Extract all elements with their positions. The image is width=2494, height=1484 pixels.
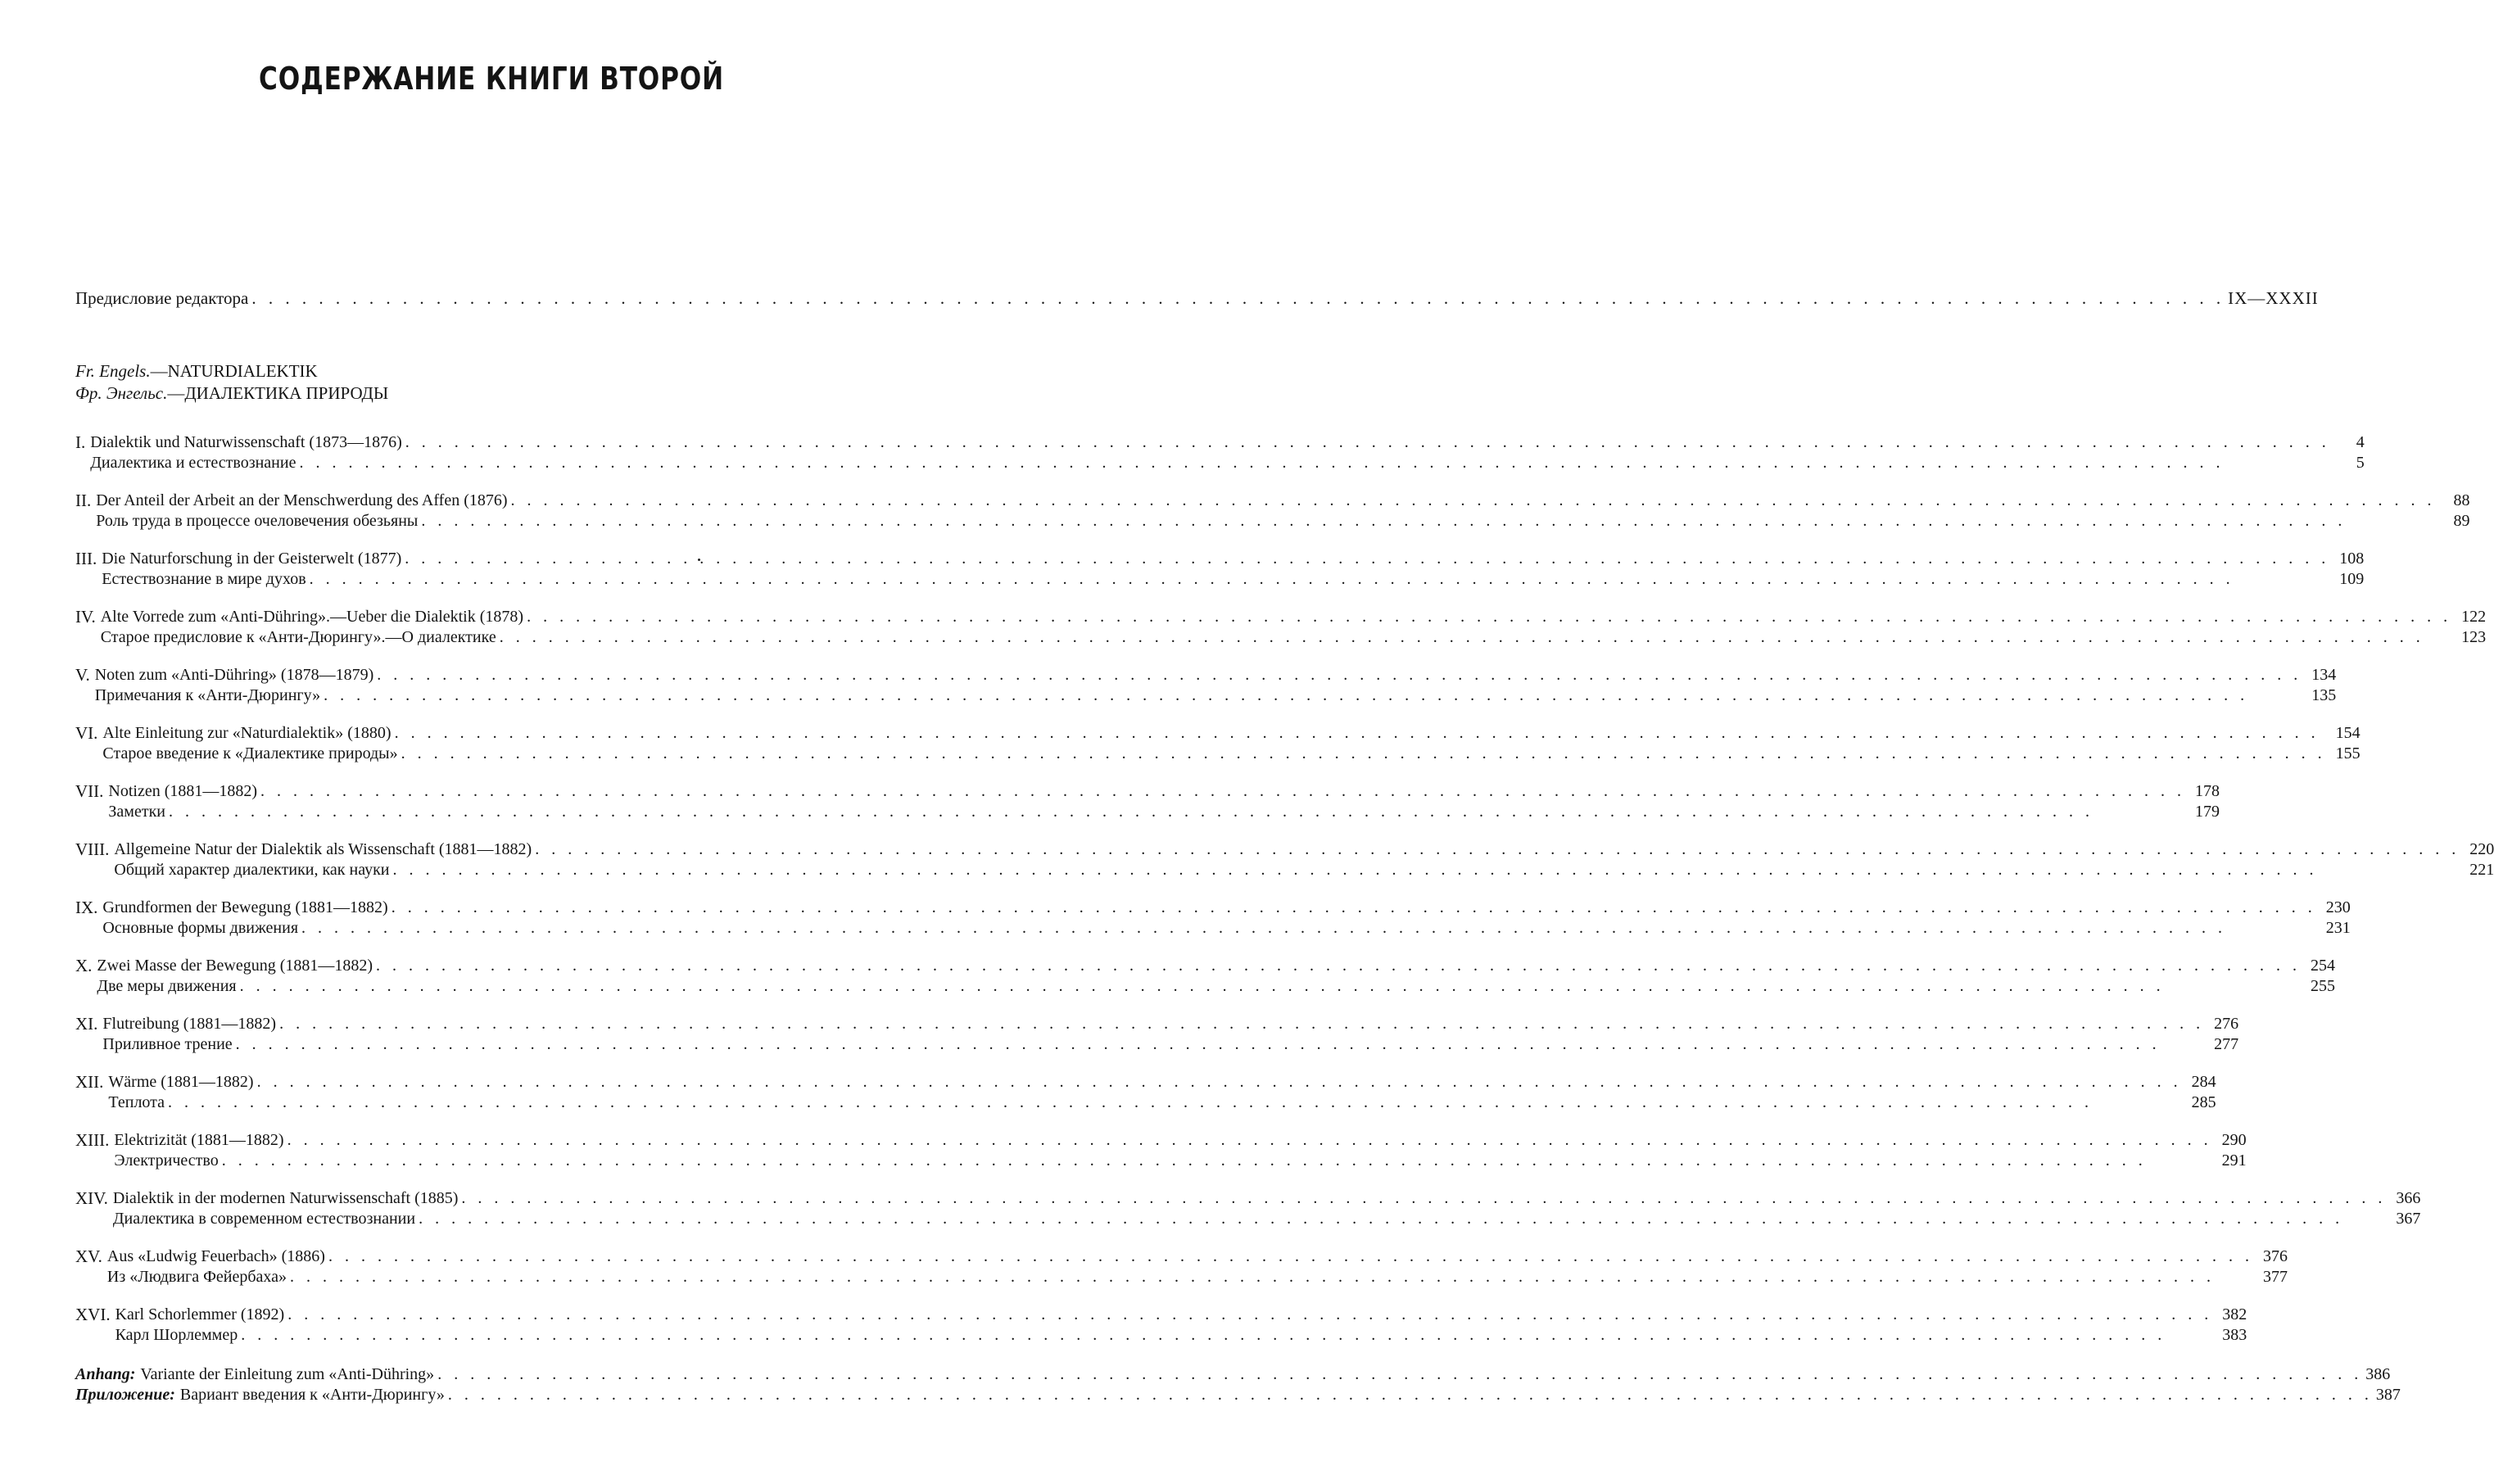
russian-title: Заметки	[108, 803, 165, 821]
leader-dots	[437, 1364, 2362, 1385]
russian-title: Старое предисловие к «Анти-Дюрингу».—О диалектике	[100, 628, 496, 646]
entry-lines	[96, 491, 2469, 549]
leader-dots	[257, 1072, 2182, 1093]
leader-dots	[527, 607, 2451, 627]
print-speck	[698, 559, 700, 561]
page-title: СОДЕРЖАНИЕ КНИГИ ВТОРОЙ	[259, 61, 724, 97]
leader-dots	[301, 918, 2316, 939]
toc-entry	[75, 1130, 2247, 1188]
russian-title: Естествознание в мире духов	[102, 570, 306, 588]
entry-lines	[101, 607, 2486, 665]
german-page: 122	[2461, 608, 2487, 626]
russian-line	[97, 976, 2335, 997]
russian-line	[108, 1093, 2216, 1113]
appendix-page-german: 386	[2365, 1365, 2391, 1383]
german-title: Aus «Ludwig Feuerbach» (1886)	[106, 1247, 325, 1265]
entry-lines	[102, 898, 2350, 956]
russian-page: 135	[2311, 686, 2337, 704]
toc-entry	[75, 781, 2220, 839]
russian-title: Теплота	[108, 1093, 165, 1111]
german-page: 134	[2311, 666, 2337, 684]
german-title: Zwei Masse der Bewegung (1881—1882)	[97, 957, 373, 975]
russian-line	[107, 1267, 2288, 1287]
russian-page: 291	[2221, 1151, 2247, 1170]
german-page: 178	[2195, 782, 2220, 800]
leader-dots	[324, 685, 2302, 706]
toc-entry	[75, 1305, 2247, 1363]
german-line	[102, 1014, 2238, 1034]
german-page: 254	[2311, 957, 2336, 975]
leader-dots	[421, 511, 2435, 532]
leader-dots	[401, 744, 2326, 764]
russian-title: Из «Людвига Фейербаха»	[106, 1268, 287, 1286]
chapter-number: XIV.	[75, 1188, 108, 1208]
german-line	[107, 1246, 2288, 1267]
german-title: Wärme (1881—1882)	[108, 1073, 254, 1091]
entry-lines	[102, 1014, 2238, 1072]
entry-lines	[90, 432, 2364, 491]
german-line	[115, 1305, 2247, 1325]
russian-line	[114, 860, 2494, 880]
preface-page: IX—XXXII	[2228, 288, 2319, 308]
german-page: 154	[2335, 724, 2360, 742]
russian-page: 109	[2339, 570, 2365, 588]
leader-dots	[419, 1209, 2386, 1229]
toc-entry	[75, 1014, 2239, 1072]
german-title: Der Anteil der Arbeit an der Menschwerdung des Affen (1876)	[96, 491, 508, 509]
entry-lines	[95, 665, 2337, 723]
german-title: Die Naturforschung in der Geisterwelt (1877)	[102, 550, 402, 568]
contents-list	[75, 432, 2494, 1363]
toc-entry	[75, 549, 2365, 607]
chapter-number: III.	[75, 549, 97, 568]
german-title: Allgemeine Natur der Dialektik als Wissenschaft (1881—1882)	[114, 840, 532, 858]
leader-dots	[511, 491, 2436, 511]
entry-lines	[97, 956, 2335, 1014]
german-page: 4	[2356, 433, 2365, 451]
russian-title: Примечания к «Анти-Дюрингу»	[94, 686, 321, 704]
leader-dots	[405, 549, 2329, 569]
german-title: Alte Vorrede zum «Anti-Dühring».—Ueber die Dialektik (1878)	[100, 608, 524, 626]
russian-title: Две меры движения	[97, 977, 237, 995]
chapter-number: I.	[75, 432, 86, 452]
leader-dots	[461, 1188, 2386, 1209]
chapter-number: XV.	[75, 1246, 102, 1266]
german-page: 230	[2325, 898, 2351, 916]
russian-line	[114, 1151, 2246, 1171]
russian-page: 285	[2191, 1093, 2216, 1111]
german-line	[96, 491, 2469, 511]
entry-lines	[107, 1246, 2288, 1305]
german-title: Dialektik in der modernen Naturwissenschaft (1885)	[112, 1189, 459, 1207]
chapter-number: II.	[75, 491, 92, 510]
chapter-number: XVI.	[75, 1305, 111, 1324]
russian-page: 383	[2222, 1326, 2247, 1344]
russian-title: Старое введение к «Диалектике природы»	[102, 744, 398, 762]
german-title: Dialektik und Naturwissenschaft (1873—1876)	[90, 433, 402, 451]
leader-dots	[240, 976, 2301, 997]
german-line	[102, 898, 2350, 918]
german-line	[114, 1130, 2246, 1151]
russian-page: 377	[2262, 1268, 2288, 1286]
title-german: —NATURDIALEKTIK	[150, 361, 318, 381]
chapter-number: XI.	[75, 1014, 98, 1034]
leader-dots	[377, 665, 2302, 685]
chapter-number: VI.	[75, 723, 98, 743]
german-title: Grundformen der Bewegung (1881—1882)	[102, 898, 388, 916]
russian-page: 5	[2356, 454, 2365, 472]
leader-dots	[260, 781, 2185, 802]
russian-line	[115, 1325, 2247, 1346]
russian-page: 367	[2396, 1210, 2421, 1228]
chapter-number: VII.	[75, 781, 104, 801]
german-page: 376	[2262, 1247, 2288, 1265]
title-russian: —ДИАЛЕКТИКА ПРИРОДЫ	[167, 383, 389, 403]
appendix-text-german: Variante der Einleitung zum «Anti-Dühring»	[140, 1365, 435, 1383]
russian-page: 255	[2311, 977, 2336, 995]
russian-page: 277	[2214, 1035, 2239, 1053]
russian-title: Электричество	[114, 1151, 219, 1170]
toc-entry	[75, 723, 2360, 781]
work-heading	[75, 360, 388, 405]
leader-dots	[251, 288, 2225, 309]
entry-lines	[102, 723, 2360, 781]
german-line	[102, 549, 2364, 569]
german-page: 220	[2469, 840, 2494, 858]
toc-entry	[75, 432, 2365, 491]
leader-dots	[392, 898, 2316, 918]
german-page: 284	[2191, 1073, 2216, 1091]
leader-dots	[287, 1305, 2212, 1325]
leader-dots	[222, 1151, 2212, 1171]
toc-entry	[75, 1188, 2421, 1246]
german-line	[113, 1188, 2421, 1209]
german-page: 108	[2339, 550, 2365, 568]
leader-dots	[168, 1093, 2182, 1113]
leader-dots	[310, 569, 2330, 590]
chapter-number: XIII.	[75, 1130, 110, 1150]
preface-label: Предисловие редактора	[75, 288, 249, 308]
german-page: 366	[2396, 1189, 2421, 1207]
russian-line	[95, 685, 2337, 706]
leader-dots	[236, 1034, 2204, 1055]
german-title: Notizen (1881—1882)	[108, 782, 258, 800]
appendix-page-russian: 387	[2375, 1386, 2401, 1404]
leader-dots	[328, 1246, 2253, 1267]
russian-title: Общий характер диалектики, как науки	[114, 861, 390, 879]
russian-title: Карл Шорлеммер	[115, 1326, 238, 1344]
german-title: Alte Einleitung zur «Naturdialektik» (1880)	[102, 724, 392, 742]
leader-dots	[405, 432, 2330, 453]
russian-page: 89	[2453, 512, 2470, 530]
leader-dots	[393, 860, 2460, 880]
author-russian: Фр. Энгельс.	[75, 383, 168, 403]
author-german: Fr. Engels.	[75, 361, 151, 381]
russian-line	[102, 1034, 2238, 1055]
german-title: Elektrizität (1881—1882)	[114, 1131, 284, 1149]
russian-page: 123	[2461, 628, 2487, 646]
german-line	[102, 723, 2360, 744]
leader-dots	[290, 1267, 2253, 1287]
entry-lines	[108, 1072, 2216, 1130]
russian-line	[102, 918, 2350, 939]
entry-lines	[115, 1305, 2247, 1363]
leader-dots	[395, 723, 2326, 744]
toc-entry	[75, 1072, 2216, 1130]
russian-line	[108, 802, 2220, 822]
russian-page: 155	[2335, 744, 2360, 762]
work-title-russian	[75, 382, 388, 405]
leader-dots	[535, 839, 2460, 860]
toc-entry	[75, 956, 2336, 1014]
german-page: 290	[2221, 1131, 2247, 1149]
german-page: 382	[2222, 1305, 2247, 1323]
russian-line	[102, 569, 2364, 590]
german-line	[101, 607, 2486, 627]
appendix-russian-line	[75, 1385, 2401, 1405]
russian-line	[96, 511, 2469, 532]
russian-line	[90, 453, 2364, 473]
german-line	[114, 839, 2494, 860]
russian-line	[113, 1209, 2421, 1229]
russian-title: Основные формы движения	[102, 919, 299, 937]
leader-dots	[448, 1385, 2373, 1405]
leader-dots	[279, 1014, 2204, 1034]
german-line	[108, 781, 2220, 802]
appendix-label-german: Anhang:	[75, 1365, 136, 1383]
russian-line	[102, 744, 2360, 764]
entry-lines	[108, 781, 2220, 839]
toc-entry	[75, 1246, 2288, 1305]
chapter-number: X.	[75, 956, 93, 975]
german-page: 88	[2453, 491, 2470, 509]
appendix-entry	[75, 1364, 2401, 1405]
german-page: 276	[2214, 1015, 2239, 1033]
entry-lines	[102, 549, 2364, 607]
entry-lines	[114, 1130, 2246, 1188]
german-title: Karl Schorlemmer (1892)	[115, 1305, 285, 1323]
russian-page: 221	[2469, 861, 2494, 879]
toc-entry	[75, 839, 2494, 898]
leader-dots	[376, 956, 2301, 976]
toc-entry	[75, 491, 2470, 549]
leader-dots	[500, 627, 2451, 648]
leader-dots	[169, 802, 2185, 822]
german-line	[108, 1072, 2216, 1093]
russian-title: Роль труда в процессе очеловечения обезьяны	[96, 512, 419, 530]
russian-title: Приливное трение	[102, 1035, 233, 1053]
entry-lines	[114, 839, 2494, 898]
russian-line	[101, 627, 2486, 648]
leader-dots	[241, 1325, 2212, 1346]
toc-entry	[75, 898, 2351, 956]
german-line	[95, 665, 2337, 685]
chapter-number: IV.	[75, 607, 96, 627]
preface-entry	[75, 288, 2319, 309]
russian-page: 179	[2195, 803, 2220, 821]
leader-dots	[299, 453, 2329, 473]
german-line	[90, 432, 2364, 453]
russian-title: Диалектика в современном естествознании	[112, 1210, 416, 1228]
chapter-number: XII.	[75, 1072, 104, 1092]
german-title: Noten zum «Anti-Dühring» (1878—1879)	[94, 666, 374, 684]
appendix-label-russian: Приложение:	[75, 1386, 175, 1404]
russian-page: 231	[2325, 919, 2351, 937]
appendix-german-line	[75, 1364, 2391, 1385]
german-title: Flutreibung (1881—1882)	[102, 1015, 277, 1033]
chapter-number: IX.	[75, 898, 98, 917]
german-line	[97, 956, 2335, 976]
chapter-number: VIII.	[75, 839, 110, 859]
russian-title: Диалектика и естествознание	[90, 454, 296, 472]
leader-dots	[287, 1130, 2212, 1151]
entry-lines	[113, 1188, 2421, 1246]
chapter-number: V.	[75, 665, 90, 685]
toc-entry	[75, 665, 2337, 723]
work-title-german	[75, 360, 388, 382]
toc-entry	[75, 607, 2487, 665]
appendix-text-russian: Вариант введения к «Анти-Дюрингу»	[179, 1386, 445, 1404]
